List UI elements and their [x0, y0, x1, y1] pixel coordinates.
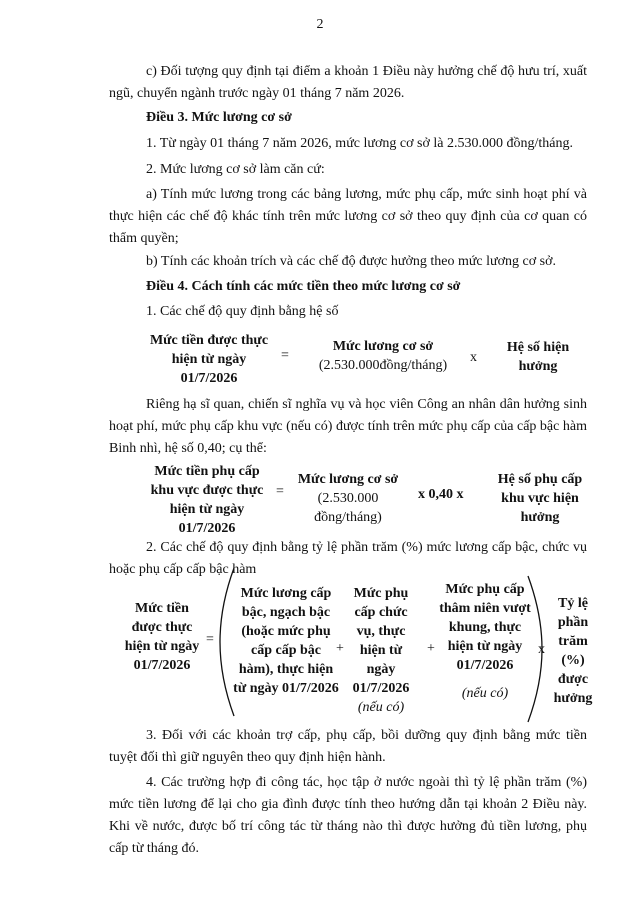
article-3-clause-2: 2. Mức lương cơ sở làm căn cứ:: [146, 162, 325, 177]
formula-3-term-3: [438, 580, 532, 703]
formula-3-lhs: Mức tiền được thực hiện từ ngày 01/7/2026: [124, 601, 200, 673]
formula-3-term-3-note: (nếu có): [461, 686, 509, 701]
article-3-title: Điều 3. Mức lương cơ sở: [146, 110, 292, 125]
formula-1-base: [302, 337, 464, 375]
formula-3-plus-1: +: [336, 641, 344, 656]
formula-3-equals: =: [206, 632, 214, 647]
formula-3-times: x: [538, 642, 545, 657]
formula-3-term-2-text: Mức phụ cấp chức vụ, thực hiện từ ngày 01/7/2026: [352, 586, 410, 696]
formula-2-equals: =: [276, 484, 284, 499]
article-4-title: Điều 4. Cách tính các mức tiền theo mức lương cơ sở: [146, 279, 461, 294]
formula-1-base-value: (2.530.000đồng/tháng): [318, 358, 448, 373]
formula-3-plus-2: +: [427, 641, 435, 656]
formula-3-term-1: Mức lương cấp bậc, ngạch bậc (hoặc mức phụ cấp cấp bậc hàm), thực hiện từ ngày 01/7/2026: [233, 586, 339, 696]
formula-1-coefficient: Hệ số hiện hưởng: [506, 340, 570, 374]
formula-1-times: x: [470, 350, 477, 365]
page-number: 2: [316, 17, 324, 32]
formula-1-lhs: Mức tiền được thực hiện từ ngày 01/7/2026: [149, 333, 269, 386]
formula-3-term-2: [348, 584, 414, 717]
formula-3-ratio: Tỷ lệ phần trăm (%) được hưởng: [553, 596, 593, 706]
formula-2-lhs: Mức tiền phụ cấp khu vực được thực hiện từ ngày 01/7/2026: [150, 464, 264, 536]
article-4-clause-1-note: Riêng hạ sĩ quan, chiến sĩ nghĩa vụ và học viên Công an nhân dân hưởng sinh hoạt phí, mức phụ cấp khu vực (nếu có) được tính trên mức phụ cấp của cấp bậc hàm Binh nhì, hệ số 0,40; cụ thể:: [109, 397, 587, 456]
formula-1-equals: =: [281, 348, 289, 363]
article-3-clause-2b: b) Tính các khoản trích và các chế độ được hưởng theo mức lương cơ sở.: [146, 254, 556, 269]
formula-3-term-2-note: (nếu có): [357, 700, 405, 715]
formula-1-base-title: Mức lương cơ sở: [332, 339, 434, 354]
article-4-clause-1: 1. Các chế độ quy định bằng hệ số: [146, 304, 339, 319]
formula-2-base-value: (2.530.000 đồng/tháng): [314, 491, 382, 525]
article-4-clause-4: 4. Các trường hợp đi công tác, học tập ở nước ngoài thì tỷ lệ phần trăm (%) mức tiền lương để lại cho gia đình được tính theo hướng dẫn tại khoản 2 Điều này. Khi về nước, được bố trí công tác từ tháng nào thì được hưởng đủ tiền lương, phụ cấp từ tháng đó.: [109, 775, 587, 856]
article-3-clause-2a: a) Tính mức lương trong các bảng lương, mức phụ cấp, mức sinh hoạt phí và thực hiện các chế độ khác tính trên mức lương cơ sở theo quy định của cơ quan có thẩm quyền;: [109, 187, 587, 246]
formula-3-term-3-text: Mức phụ cấp thâm niên vượt khung, thực hiện từ ngày 01/7/2026: [439, 582, 531, 673]
article-4-clause-3: 3. Đối với các khoản trợ cấp, phụ cấp, bồi dưỡng quy định bằng mức tiền tuyệt đối thì giữ nguyên theo quy định hiện hành.: [109, 728, 587, 765]
formula-2-base-title: Mức lương cơ sở: [297, 472, 399, 487]
formula-2-base: [290, 470, 406, 527]
formula-2-coefficient: Hệ số phụ cấp khu vực hiện hưởng: [497, 472, 583, 525]
paragraph-point-c: c) Đối tượng quy định tại điểm a khoản 1 Điều này hưởng chế độ hưu trí, xuất ngũ, chuyển ngành trước ngày 01 tháng 7 năm 2026.: [109, 64, 587, 101]
formula-2-times: x 0,40 x: [418, 487, 464, 502]
article-4-clause-2: 2. Các chế độ quy định bằng tỷ lệ phần trăm (%) mức lương cấp bậc, chức vụ hoặc phụ cấp cấp bậc hàm: [109, 540, 587, 577]
article-3-clause-1: 1. Từ ngày 01 tháng 7 năm 2026, mức lương cơ sở là 2.530.000 đồng/tháng.: [146, 136, 573, 151]
